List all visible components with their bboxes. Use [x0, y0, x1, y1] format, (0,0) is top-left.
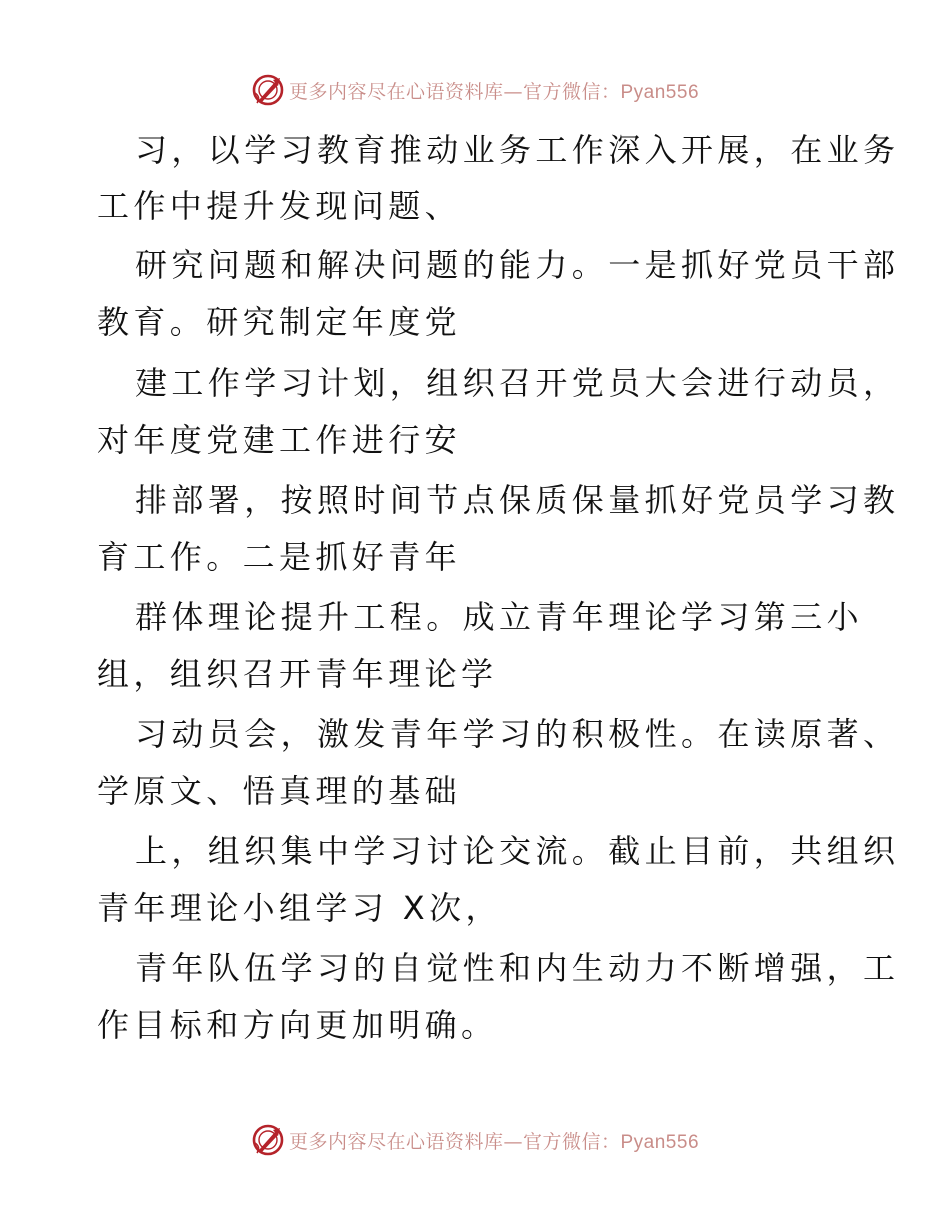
quill-logo-icon [251, 73, 285, 107]
footer-watermark [0, 1122, 950, 1158]
text-line: 对年度党建工作进行安 [97, 421, 462, 459]
text-line: 教育。研究制定年度党 [97, 303, 462, 341]
text-line: 群体理论提升工程。成立青年理论学习第三小 [135, 598, 864, 636]
text-line: 青年理论小组学习 X次， [97, 889, 502, 927]
watermark-label: 更多内容尽在心语资料库—官方微信： [288, 1130, 621, 1153]
watermark-text [289, 77, 699, 104]
text-line: 上，组织集中学习讨论交流。截止目前，共组织 [135, 832, 900, 870]
watermark-label: 更多内容尽在心语资料库—官方微信： [288, 80, 621, 103]
text-line: 工作中提升发现问题、 [97, 187, 462, 225]
text-line: 组，组织召开青年理论学 [97, 655, 498, 693]
text-line: 青年队伍学习的自觉性和内生动力不断增强，工 [135, 949, 900, 987]
text-line: 习动员会，激发青年学习的积极性。在读原著、 [135, 715, 900, 753]
quill-logo-icon [251, 1123, 285, 1157]
text-line: 学原文、悟真理的基础 [97, 772, 462, 810]
text-line: 习，以学习教育推动业务工作深入开展，在业务 [135, 131, 900, 169]
watermark-wechat-id: Pyan556 [620, 1131, 700, 1153]
header-watermark [0, 72, 950, 108]
text-line: 育工作。二是抓好青年 [97, 538, 462, 576]
watermark-text [289, 1127, 699, 1154]
text-line: 排部署，按照时间节点保质保量抓好党员学习教 [135, 481, 900, 519]
watermark-wechat-id: Pyan556 [620, 81, 700, 103]
text-line: 建工作学习计划，组织召开党员大会进行动员， [135, 364, 900, 402]
text-line: 作目标和方向更加明确。 [97, 1006, 498, 1044]
text-line: 研究问题和解决问题的能力。一是抓好党员干部 [135, 246, 900, 284]
